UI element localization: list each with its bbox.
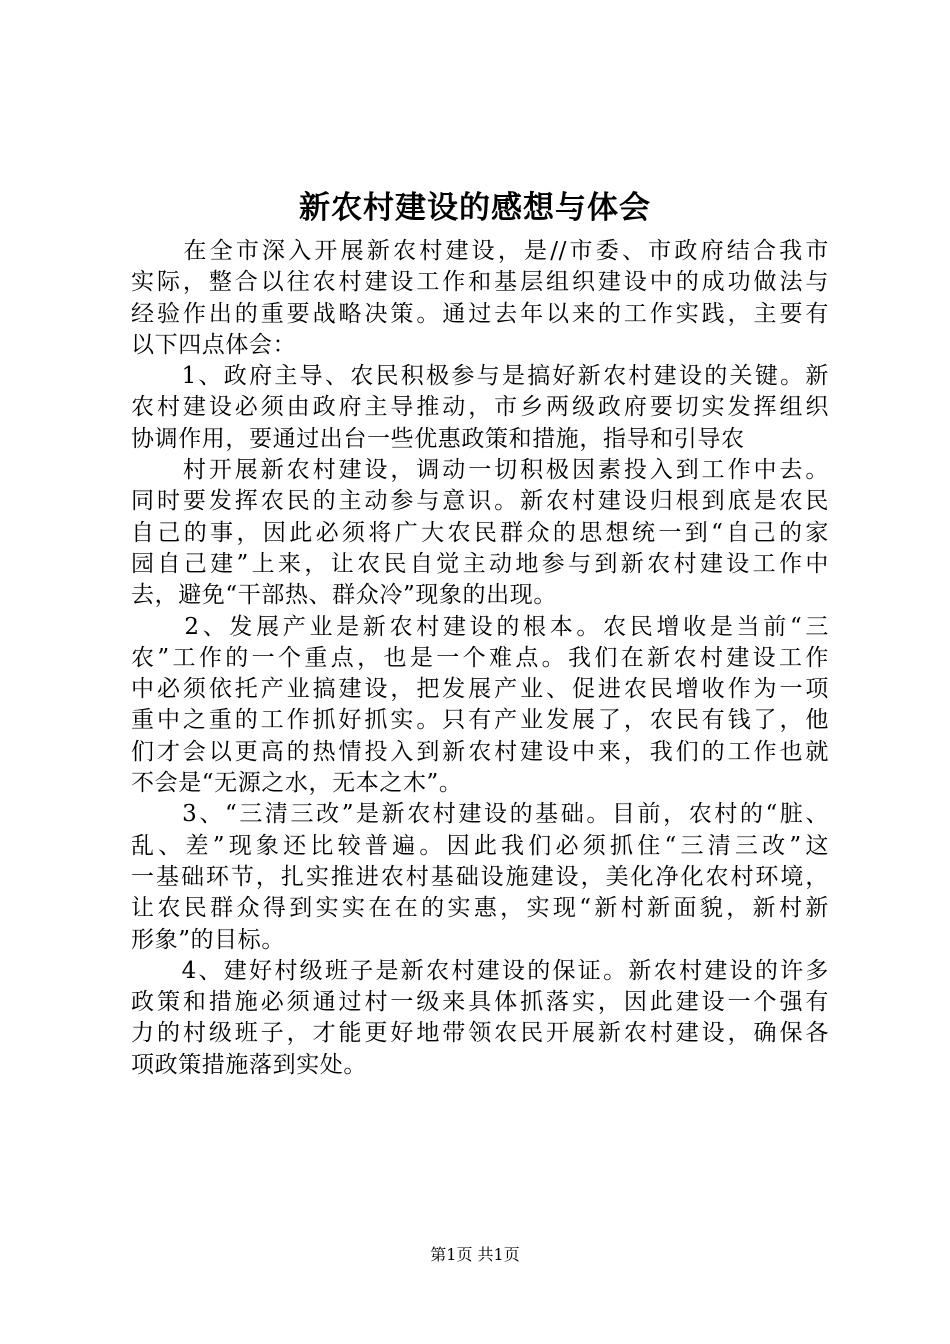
body-line: 农”工作的一个重点，也是一个难点。我们在新农村建设工作 [131,644,829,671]
body-line: 乱、差”现象还比较普遍。因此我们必须抓住“三清三改”这 [131,832,829,859]
document-title: 新农村建设的感想与体会 [299,190,651,226]
body-line: 政策和措施必须通过村一级来具体抓落实，因此建设一个强有 [131,989,829,1016]
body-line: 协调作用，要通过出台一些优惠政策和措施，指导和引导农 [131,425,745,452]
body-line: 同时要发挥农民的主动参与意识。新农村建设归根到底是农民 [131,488,829,515]
body-line: 形象”的目标。 [131,926,285,953]
body-line: 在全市深入开展新农村建设，是//市委、市政府结合我市 [131,238,829,264]
body-line: 3、“三清三改”是新农村建设的基础。目前，农村的“脏、 [131,801,829,828]
body-line: 一基础环节，扎实推进农村基础设施建设，美化净化农村环境， [131,863,829,890]
body-line: 农村建设必须由政府主导推动，市乡两级政府要切实发挥组织 [131,394,829,421]
body-line: 中必须依托产业搞建设，把发展产业、促进农民增收作为一项 [131,676,829,703]
body-line: 实际，整合以往农村建设工作和基层组织建设中的成功做法与 [131,269,829,296]
body-line: 自己的事，因此必须将广大农民群众的思想统一到“自己的家 [131,519,829,546]
page-number-footer: 第1页 共1页 [430,1245,520,1264]
body-line: 村开展新农村建设，调动一切积极因素投入到工作中去。 [131,457,829,484]
body-line: 项政策措施落到实处。 [131,1051,367,1078]
body-line: 们才会以更高的热情投入到新农村建设中来，我们的工作也就 [131,738,829,765]
body-line: 让农民群众得到实实在在的实惠，实现“新村新面貌，新村新 [131,895,829,922]
body-line: 力的村级班子，才能更好地带领农民开展新农村建设，确保各 [131,1020,829,1047]
body-line: 不会是“无源之水，无本之木”。 [131,770,463,797]
body-line: 以下四点体会： [131,331,297,358]
body-line: 经验作出的重要战略决策。通过去年以来的工作实践，主要有 [131,300,829,327]
body-line: 园自己建”上来，让农民自觉主动地参与到新农村建设工作中 [131,550,829,577]
body-line: 重中之重的工作抓好抓实。只有产业发展了，农民有钱了，他 [131,707,829,734]
document-body [131,236,829,1081]
body-line: 去，避免“干部热、群众冷”现象的出现。 [131,582,557,609]
body-line: 1、政府主导、农民积极参与是搞好新农村建设的关键。新 [131,363,829,390]
body-line: 4、建好村级班子是新农村建设的保证。新农村建设的许多 [131,957,829,984]
body-line: 2、发展产业是新农村建设的根本。农民增收是当前“三 [131,613,829,640]
